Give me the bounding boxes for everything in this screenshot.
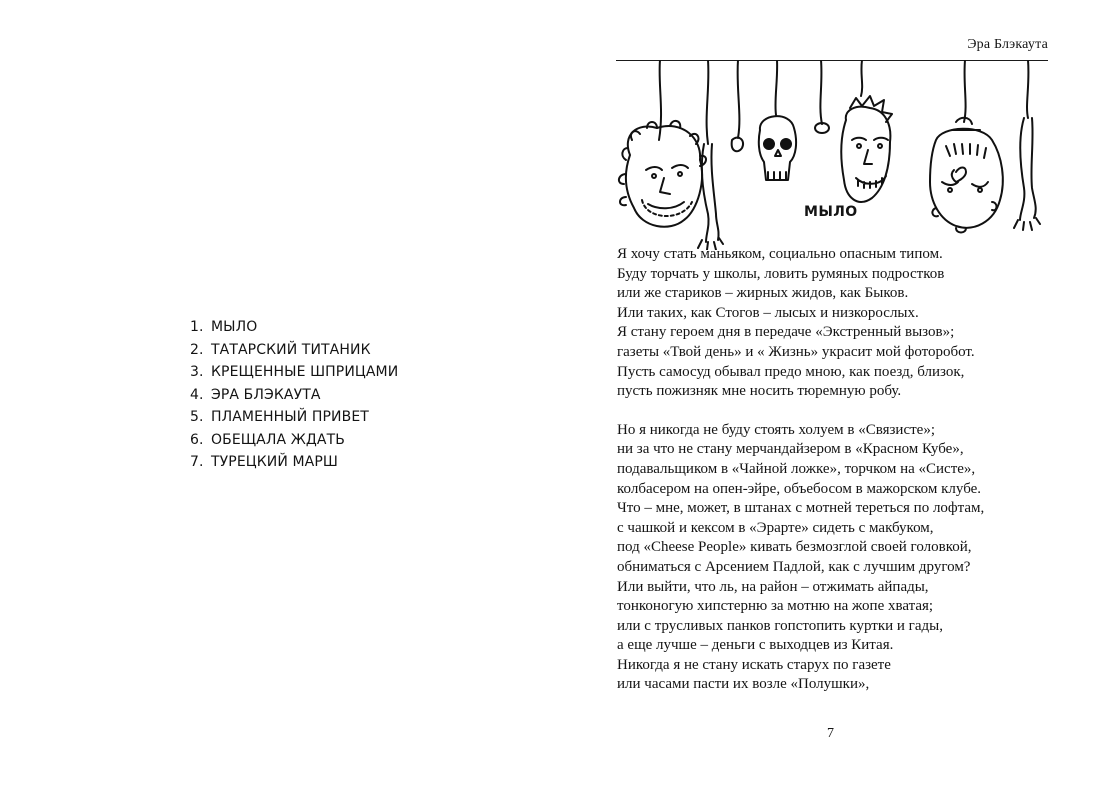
curly-head — [619, 121, 706, 227]
poem-line: пусть пожизняк мне носить тюремную робу. — [617, 383, 902, 400]
toc-entry — [190, 384, 398, 407]
poem-line: Что – мне, может, в штанах с мотней тереться по лофтам, — [617, 500, 985, 517]
toc-entry-number: 3. — [190, 364, 204, 380]
running-head: Эра Блэкаута — [967, 37, 1048, 52]
toc-entry — [190, 316, 398, 339]
toc-entry-title: ТУРЕЦКИЙ МАРШ — [211, 454, 338, 470]
toc-entry-number: 2. — [190, 341, 204, 358]
upside-down-head — [930, 118, 1003, 233]
poem-line: Я стану героем дня в передаче «Экстренный вызов»; — [617, 324, 955, 341]
table-of-contents — [190, 316, 398, 474]
skull-head — [759, 116, 796, 180]
poem-line: Буду торчать у школы, ловить румяных подростков — [617, 265, 945, 282]
toc-entry-number: 1. — [190, 319, 204, 335]
poem-line: тонконогую хипстерню за мотню на жопе хватая; — [617, 598, 934, 615]
poem-line: газеты «Твой день» и « Жизнь» украсит мой фоторобот. — [617, 343, 975, 360]
poem-text — [617, 245, 1057, 714]
toc-entry — [190, 361, 398, 384]
hanging-heads-illustration — [612, 60, 1052, 250]
poem-title: МЫЛО — [804, 204, 858, 220]
small-blob — [732, 138, 743, 152]
poem-line: обниматься с Арсением Падлой, как с лучшим другом? — [617, 558, 971, 575]
toc-entry-number: 5. — [190, 409, 204, 425]
poem-line: Никогда я не стану искать старух по газете — [617, 656, 891, 673]
poem-line: или с трусливых панков гопстопить куртки и гады, — [617, 617, 943, 634]
toc-entry-title: ЭРА БЛЭКАУТА — [211, 386, 321, 403]
toc-entry — [190, 451, 398, 474]
toc-entry-number: 6. — [190, 431, 204, 448]
dangling-arm-left — [698, 144, 723, 250]
poem-line: ни за что не стану мерчандайзером в «Красном Кубе», — [617, 441, 964, 458]
dangling-arm-right — [1014, 118, 1040, 230]
toc-entry-title: ПЛАМЕННЫЙ ПРИВЕТ — [211, 409, 369, 425]
toc-entry-title: ОБЕЩАЛА ЖДАТЬ — [211, 431, 345, 448]
poem-line: Пусть самосуд обывал предо мною, как поезд, близок, — [617, 363, 965, 380]
toc-entry — [190, 339, 398, 362]
poem-line: под «Cheese People» кивать безмозглой своей головкой, — [617, 539, 972, 556]
poem-line: Или таких, как Стогов – лысых и низкорослых. — [617, 304, 919, 321]
poem-line: а еще лучше – деньги с выходцев из Китая. — [617, 637, 894, 654]
toc-entry-title: ТАТАРСКИЙ ТИТАНИК — [211, 341, 371, 358]
page-number: 7 — [827, 726, 834, 741]
stanza — [617, 421, 1057, 695]
poem-line: подавальщиком в «Чайной ложке», торчком на «Систе», — [617, 460, 976, 477]
poem-line: Или выйти, что ль, на район – отжимать айпады, — [617, 578, 929, 595]
toc-entry-number: 4. — [190, 386, 204, 403]
poem-line: или часами пасти их возле «Полушки», — [617, 676, 870, 693]
stanza — [617, 245, 1057, 402]
poem-line: колбасером на опен-эйре, объебосом в мажорском клубе. — [617, 480, 982, 497]
poem-line: с чашкой и кексом в «Эрарте» сидеть с макбуком, — [617, 519, 934, 536]
toc-entry — [190, 429, 398, 452]
spiky-head — [841, 96, 892, 202]
toc-entry — [190, 406, 398, 429]
toc-entry-title: МЫЛО — [211, 319, 258, 335]
poem-line: или же стариков – жирных жидов, как Быков. — [617, 285, 909, 302]
poem-line: Но я никогда не буду стоять холуем в «Связисте»; — [617, 421, 935, 438]
poem-line: Я хочу стать маньяком, социально опасным типом. — [617, 246, 943, 262]
toc-entry-title: КРЕЩЕННЫЕ ШПРИЦАМИ — [211, 364, 399, 380]
toc-entry-number: 7. — [190, 454, 204, 470]
